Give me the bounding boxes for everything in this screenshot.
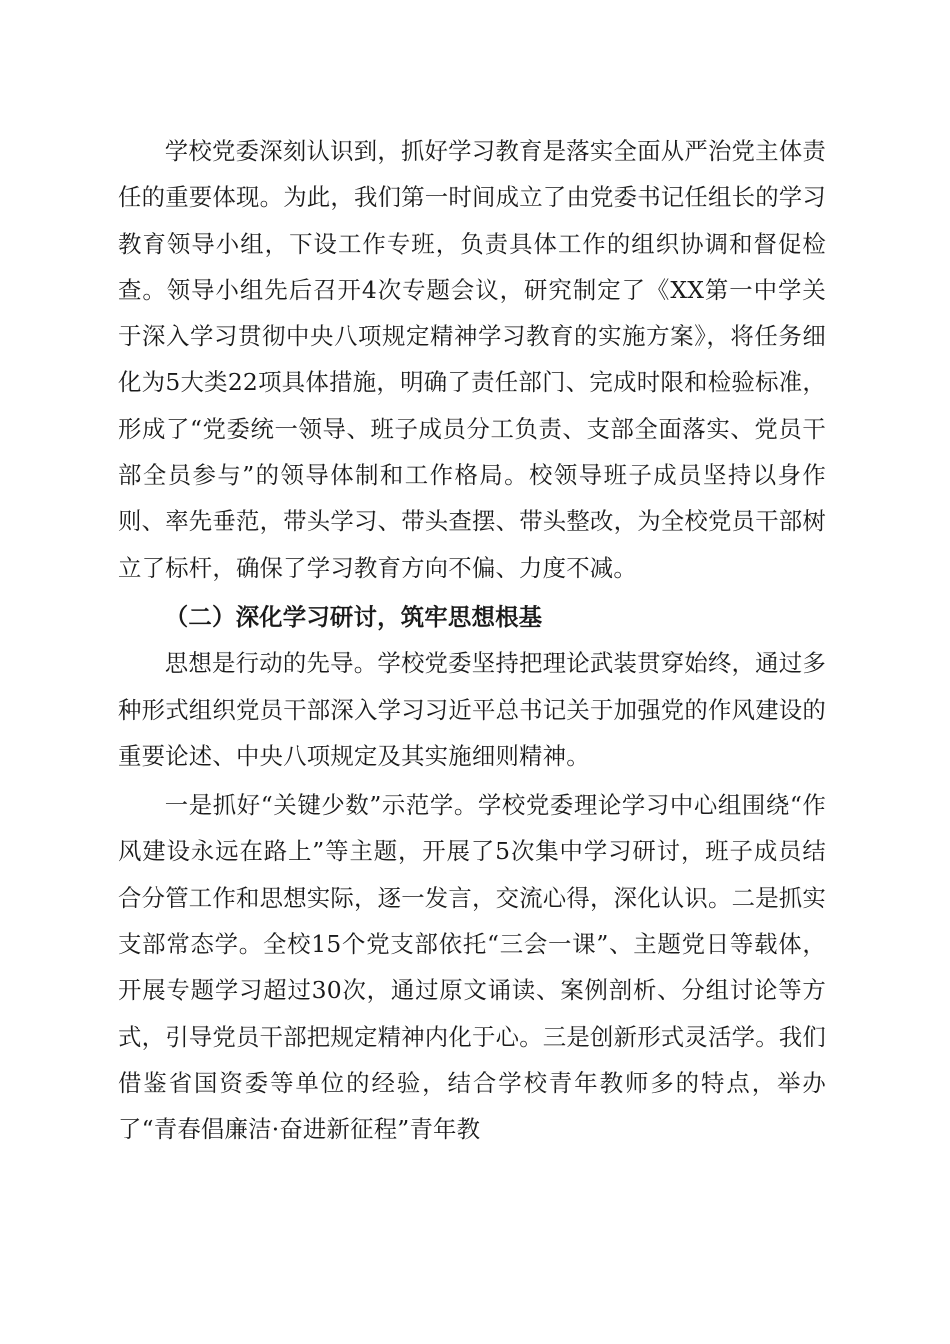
paragraph-study-methods: 一是抓好“关键少数”示范学。学校党委理论学习中心组围绕“作风建设永远在路上”等主题，开展了5次集中学习研讨，班子成员结合分管工作和思想实际，逐一发言，交流心得，深化认识。二是抓实支部常态学。全校15个党支部依托“三会一课”、主题党日等载体，开展专题学习超过30次，通过原文诵读、案例剖析、分组讨论等方式，引导党员干部把规定精神内化于心。三是创新形式灵活学。我们借鉴省国资委等单位的经验，结合学校青年教师多的特点，举办了“青春倡廉洁·奋进新征程”青年教: [118, 791, 826, 1144]
section-heading-2: （二）深化学习研讨，筑牢思想根基: [164, 602, 543, 631]
document-page: [118, 128, 826, 1153]
paragraph-thought: 思想是行动的先导。学校党委坚持把理论武装贯穿始终，通过多种形式组织党员干部深入学习习近平总书记关于加强党的作风建设的重要论述、中央八项规定及其实施细则精神。: [118, 649, 826, 770]
paragraph-leadership: 学校党委深刻认识到，抓好学习教育是落实全面从严治党主体责任的重要体现。为此，我们第一时间成立了由党委书记任组长的学习教育领导小组，下设工作专班，负责具体工作的组织协调和督促检查。领导小组先后召开4次专题会议，研究制定了《XX第一中学关于深入学习贯彻中央八项规定精神学习教育的实施方案》，将任务细化为5大类22项具体措施，明确了责任部门、完成时限和检验标准，形成了“党委统一领导、班子成员分工负责、支部全面落实、党员干部全员参与”的领导体制和工作格局。校领导班子成员坚持以身作则、率先垂范，带头学习、带头查摆、带头整改，为全校党员干部树立了标杆，确保了学习教育方向不偏、力度不减。: [118, 137, 826, 582]
